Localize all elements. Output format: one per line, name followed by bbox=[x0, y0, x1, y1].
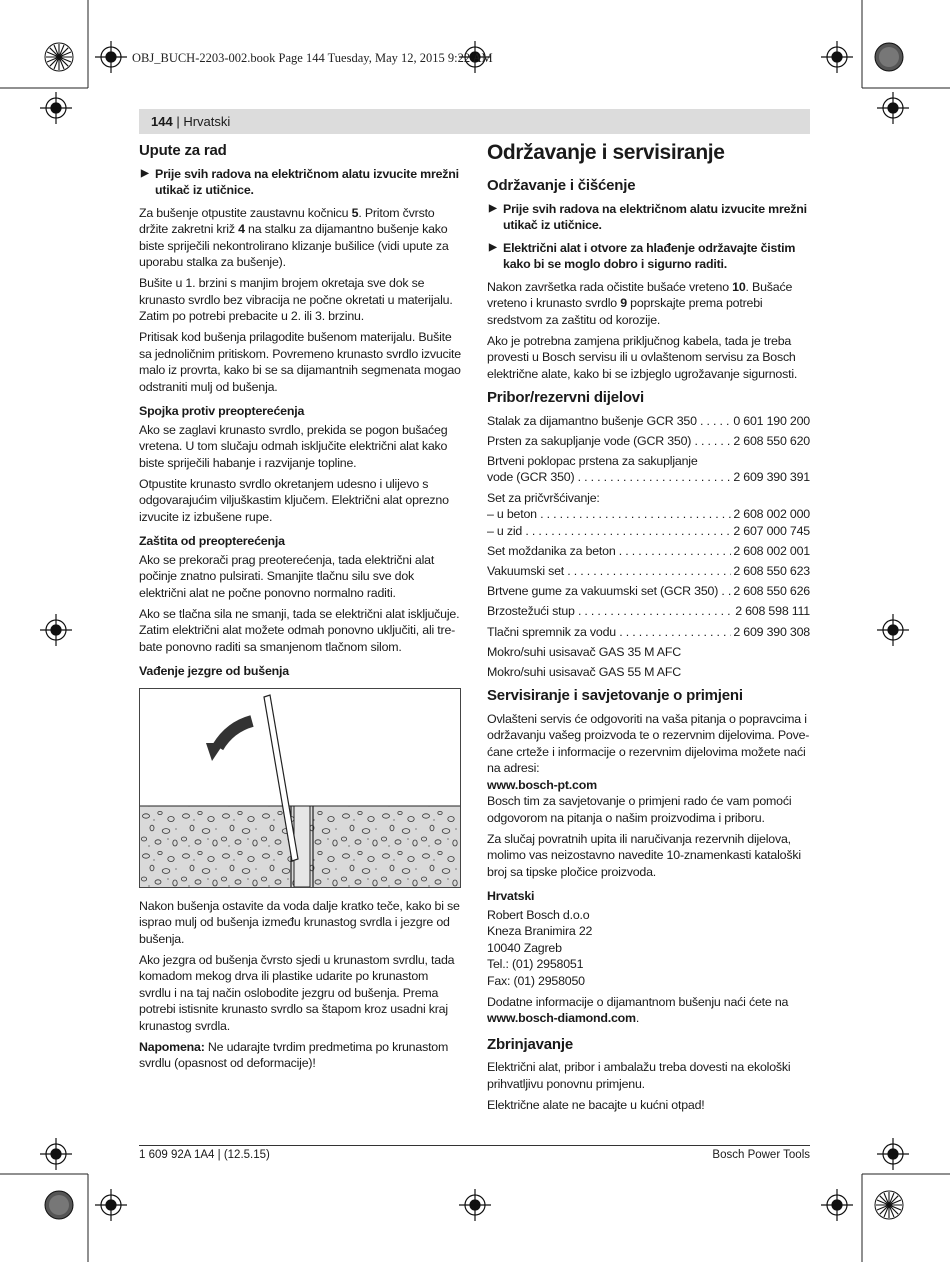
catalog-number: 2 608 598 111 bbox=[735, 604, 810, 619]
catalog-number: 2 608 550 626 bbox=[733, 584, 810, 599]
footer-doc-number: 1 609 92A 1A4 | (12.5.15) bbox=[139, 1149, 270, 1161]
accessory-row bbox=[487, 563, 810, 580]
section-title-servis: Servisiranje i savjetovanje o primjeni bbox=[487, 687, 743, 705]
text: Nakon završetka rada očistite bušaće vreteno bbox=[487, 279, 733, 294]
catalog-number: 2 608 002 001 bbox=[733, 543, 810, 558]
text: Dodatne informacije o dijamantnom bušenju naći ćete na bbox=[487, 994, 789, 1009]
accessory-row bbox=[487, 523, 810, 540]
chapter-title: Održavanje i servisiranje bbox=[487, 141, 725, 164]
catalog-number: 2 609 390 308 bbox=[733, 624, 810, 639]
warning-bullet bbox=[487, 201, 810, 234]
text: poprskajte prema potrebi sredstvom za zaštitu od korozije. bbox=[487, 296, 763, 327]
section-title-pribor: Pribor/rezervni dijelovi bbox=[487, 389, 644, 406]
accessory-name: vode (GCR 350) . . . bbox=[487, 469, 731, 486]
accessory-row bbox=[487, 624, 810, 641]
accessory-name: – u zid . . . bbox=[487, 523, 731, 540]
paragraph: Ako se zaglavi krunasto svrdlo, prekida se pogon bušaćeg vretena. U tom slučaju odmah isključite električni alat kako biste spriječili habanje i razvijanje topline. bbox=[139, 422, 448, 470]
triangle-bullet-icon: ▶ bbox=[141, 167, 149, 179]
drill-core-drawing bbox=[140, 689, 460, 887]
paragraph: Pritisak kod bušenja prilagodite bušenom materijalu. Bušite sa jednoličnim pritiskom. Povremeno krunasto svrdlo izvucite malo iz provrta, kako bi se sa dijamantnih segmenata mogao odstraniti mulj od bušenja. bbox=[139, 330, 461, 394]
section-title-odrzavanje: Održavanje i čišćenje bbox=[487, 177, 636, 194]
accessory-name: Mokro/suhi usisavač GAS 55 M AFC bbox=[487, 664, 681, 679]
subheading-hrvatski: Hrvatski bbox=[487, 889, 535, 904]
ref-number: 4 bbox=[238, 222, 245, 236]
warning-text: Električni alat i otvore za hlađenje održavajte čistim kako bi se moglo dobro i sigurno raditi. bbox=[503, 240, 796, 271]
header-separator: | bbox=[172, 114, 184, 129]
text: . Pritom čvrsto držite zakretni križ bbox=[139, 205, 435, 236]
paragraph bbox=[487, 994, 810, 1027]
footer-divider bbox=[139, 1145, 810, 1146]
note bbox=[139, 1039, 461, 1072]
accessory-name: Brtvene gume za vakuumski set (GCR 350) . . . bbox=[487, 583, 731, 600]
paragraph: Za slučaj povratnih upita ili naručivanja rezervnih dijelova, molimo vas neizostavno navedite 10-znamenkasti kataloški broj sa tipske pločice proizvoda. bbox=[487, 831, 801, 879]
warning-text: Prije svih radova na električnom alatu izvucite mrežni utikač iz utičnice. bbox=[155, 166, 459, 197]
page-header bbox=[139, 109, 810, 134]
paragraph: Ako jezgra od bušenja čvrsto sjedi u krunastom svrdlu, tada komadom mekog drva ili plastike udarite po krunastom svrdlu i na taj način oslobodite jezgru od bušenja. Prema potrebi istisnite krunasto svrdlo sa štapom kroz usadni kraj krunastog svrdla. bbox=[139, 952, 455, 1033]
bosch-pt-link[interactable]: www.bosch-pt.com bbox=[487, 777, 597, 792]
catalog-number: 2 607 000 745 bbox=[733, 523, 810, 538]
fax-line: Fax: (01) 2958050 bbox=[487, 973, 585, 988]
paragraph bbox=[139, 205, 461, 271]
core-removal-illustration bbox=[139, 688, 461, 888]
catalog-number: 2 608 550 620 bbox=[733, 433, 810, 448]
text: na stalku za dijamantno bušenje kako biste spriječili nekontrolirano klizanje bušilice (vidi upute za uporabu stalka za bušenje). bbox=[139, 222, 449, 269]
phone-line: Tel.: (01) 2958051 bbox=[487, 957, 584, 972]
accessory-row bbox=[487, 543, 810, 560]
accessory-name: Vakuumski set . . . bbox=[487, 563, 731, 580]
bosch-diamond-link[interactable]: www.bosch-diamond.com bbox=[487, 1011, 636, 1026]
warning-bullet bbox=[487, 240, 810, 273]
accessory-name: – u beton . . . bbox=[487, 506, 731, 523]
paragraph: Ako je potrebna zamjena priključnog kabela, tada je treba provesti u Bosch servisu ili u ovlaštenom servisu za Bosch električne alate, kako bi se izbjeglo ugrožavanje sigurnosti. bbox=[487, 333, 798, 381]
catalog-number: 2 608 550 623 bbox=[733, 563, 810, 578]
paragraph bbox=[487, 279, 810, 329]
accessory-name: Tlačni spremnik za vodu . . . bbox=[487, 624, 731, 641]
section-title-zbrinjavanje: Zbrinjavanje bbox=[487, 1035, 573, 1053]
ref-number: 9 bbox=[620, 296, 627, 310]
subheading-vadjenje: Vađenje jezgre od bušenja bbox=[139, 664, 289, 678]
address-line: 10040 Zagreb bbox=[487, 940, 562, 955]
text: . Bušaće vreteno i krunasto svrdlo bbox=[487, 279, 793, 310]
paragraph: Bosch tim za savjetovanje o primjeni rado će vam pomoći odgovorom na pitanja o našim proizvodima i priboru. bbox=[487, 794, 792, 825]
accessory-row bbox=[487, 469, 810, 486]
paragraph: Ako se prekorači prag preoterećenja, tada električni alat počinje znatno pulsirati. Smanjite tlačnu silu sve dok električni alat ne počne ponovno normalno raditi. bbox=[139, 552, 435, 600]
accessory-name: Prsten za sakupljanje vode (GCR 350) . . . bbox=[487, 433, 731, 450]
warning-text: Prije svih radova na električnom alatu izvucite mrežni utikač iz utičnice. bbox=[503, 201, 807, 232]
ref-number: 5 bbox=[351, 205, 359, 220]
accessory-name: Set za pričvršćivanje: bbox=[487, 490, 600, 505]
left-column bbox=[139, 140, 461, 1076]
accessory-row bbox=[487, 603, 810, 620]
header-language: Hrvatski bbox=[183, 114, 231, 129]
right-column bbox=[487, 140, 810, 1118]
footer-brand: Bosch Power Tools bbox=[712, 1149, 810, 1161]
paragraph: Ako se tlačna sila ne smanji, tada se električni alat isključuje. Zatim električni alat možete odmah ponovno uključiti, ali trebate ponovno raditi sa smanjenom tlačnom silom. bbox=[139, 606, 460, 654]
paragraph: Otpustite krunasto svrdlo okretanjem udesno i ulijevo s odgovarajućim viljuškastim ključem. Električni alat oprezno izvucite iz izbušene rupe. bbox=[139, 476, 449, 524]
catalog-number: 0 601 190 200 bbox=[733, 413, 810, 428]
catalog-number: 2 609 390 391 bbox=[733, 470, 810, 485]
paragraph: Ovlašteni servis će odgovoriti na vaša pitanja o popravcima i održavanju vašeg proizvoda te o rezervnim dijelovima. Povećane crteže i informacije o rezervnim dijelovima možete naći na adresi: bbox=[487, 711, 810, 776]
ref-number: 10 bbox=[732, 279, 746, 294]
accessory-name: Brzostežući stup . . . bbox=[487, 603, 733, 620]
accessory-name: Brtveni poklopac prstena za sakupljanje bbox=[487, 453, 698, 468]
paragraph: Električni alat, pribor i ambalažu treba dovesti na ekološki prihvatljivu ponovnu primjenu. bbox=[487, 1060, 791, 1091]
section-title-upute: Upute za rad bbox=[139, 142, 227, 159]
paragraph: Nakon bušenja ostavite da voda dalje kratko teče, kako bi se isprao mulj od bušenja između krunastog svrdla i jezgre od bušenja. bbox=[139, 898, 460, 946]
paragraph: Električne alate ne bacajte u kućni otpad! bbox=[487, 1097, 705, 1112]
address-line: Robert Bosch d.o.o bbox=[487, 907, 590, 922]
accessory-name: Stalak za dijamantno bušenje GCR 350 . . . bbox=[487, 413, 731, 430]
book-info: OBJ_BUCH-2203-002.book Page 144 Tuesday, May 12, 2015 9:22 AM bbox=[132, 51, 493, 65]
triangle-bullet-icon: ▶ bbox=[489, 241, 497, 253]
accessory-name: Mokro/suhi usisavač GAS 35 M AFC bbox=[487, 644, 681, 659]
triangle-bullet-icon: ▶ bbox=[489, 202, 497, 214]
accessory-row bbox=[487, 433, 810, 450]
subheading-zastita: Zaštita od preopterećenja bbox=[139, 534, 285, 548]
accessory-row bbox=[487, 506, 810, 523]
paragraph: Bušite u 1. brzini s manjim brojem okretaja sve dok se krunasto svrdlo bez vibracija ne počne okretati u materijalu. Zatim po potrebi prebacite u 2. ili 3. brzinu. bbox=[139, 276, 453, 323]
text: Za bušenje otpustite zaustavnu kočnicu bbox=[139, 205, 352, 220]
accessory-name: Set moždanika za beton . . . bbox=[487, 543, 731, 560]
note-text: Ne udarajte tvrdim predmetima po krunastom svrdlu (opasnost od deformacije)! bbox=[139, 1039, 449, 1070]
address-block bbox=[487, 907, 810, 990]
catalog-number: 2 608 002 000 bbox=[733, 507, 810, 522]
accessories-list bbox=[487, 413, 810, 681]
subheading-spojka: Spojka protiv preopterećenja bbox=[139, 404, 305, 418]
note-label: Napomena: bbox=[139, 1039, 205, 1054]
header-text bbox=[151, 114, 230, 129]
accessory-row bbox=[487, 413, 810, 430]
text: . bbox=[635, 1011, 640, 1026]
address-line: Kneza Branimira 22 bbox=[487, 924, 593, 939]
accessory-row bbox=[487, 583, 810, 600]
warning-bullet bbox=[139, 166, 461, 199]
page-number: 144 bbox=[151, 114, 173, 129]
